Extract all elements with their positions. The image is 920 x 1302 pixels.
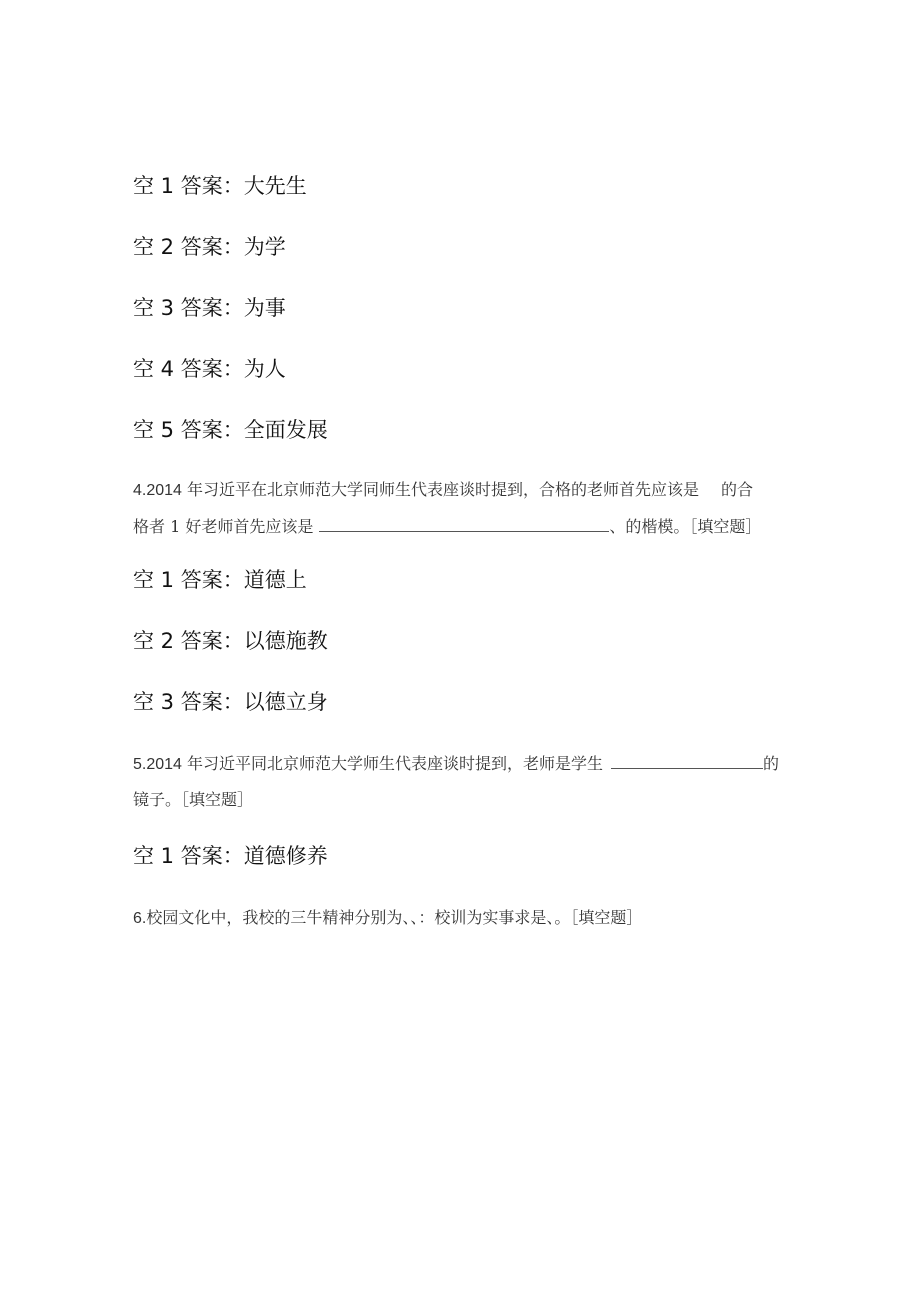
fill-blank[interactable] [611,753,763,769]
answer-value: 大先生 [243,174,307,198]
question-text: 校园文化中，我校的三牛精神分别为、、：校训为实事求是、。［填空题］ [146,908,643,927]
answer-q4-1 [133,566,307,594]
answer-value: 全面发展 [243,418,328,442]
question-6 [133,908,793,929]
answer-label: 空 5 答案： [133,418,244,442]
answer-value: 为学 [243,235,286,259]
answer-q4-3 [133,688,328,716]
answer-value: 以德立身 [243,690,328,714]
question-text: 格者 1 好老师首先应该是 [133,517,314,536]
question-text-end: 、的楷模。［填空题］ [609,517,762,536]
question-text: 年习近平同北京师范大学师生代表座谈时提到，老师是学生 [181,754,604,773]
answer-value: 为人 [243,357,286,381]
answer-label: 空 1 答案： [133,844,244,868]
answer-value: 道德上 [243,568,307,592]
question-text: 镜子。［填空题］ [133,790,254,809]
answer-label: 空 4 答案： [133,357,244,381]
answer-label: 空 1 答案： [133,568,244,592]
answer-5 [133,416,328,444]
answer-value: 以德施教 [243,629,328,653]
answer-label: 空 1 答案： [133,174,244,198]
answer-label: 空 3 答案： [133,690,244,714]
question-5-line-2 [133,790,793,810]
question-5-line-1 [133,753,793,775]
answer-value: 为事 [243,296,286,320]
question-text-end: 的 [763,754,780,773]
answer-1 [133,172,307,200]
question-number: 5.2014 [133,756,182,773]
fill-blank[interactable] [319,516,609,532]
question-number: 6. [133,910,147,927]
answer-value: 道德修养 [243,844,328,868]
answer-q4-2 [133,627,328,655]
answer-3 [133,294,286,322]
question-text-end: 的合 [721,480,754,499]
answer-2 [133,233,286,261]
question-text: 年习近平在北京师范大学同师生代表座谈时提到，合格的老师首先应该是 [181,480,700,499]
answer-label: 空 2 答案： [133,629,244,653]
question-4-line-1 [133,480,793,501]
answer-q5-1 [133,842,328,870]
answer-4 [133,355,286,383]
question-number: 4.2014 [133,482,182,499]
question-4-line-2 [133,516,793,537]
answer-label: 空 2 答案： [133,235,244,259]
answer-label: 空 3 答案： [133,296,244,320]
